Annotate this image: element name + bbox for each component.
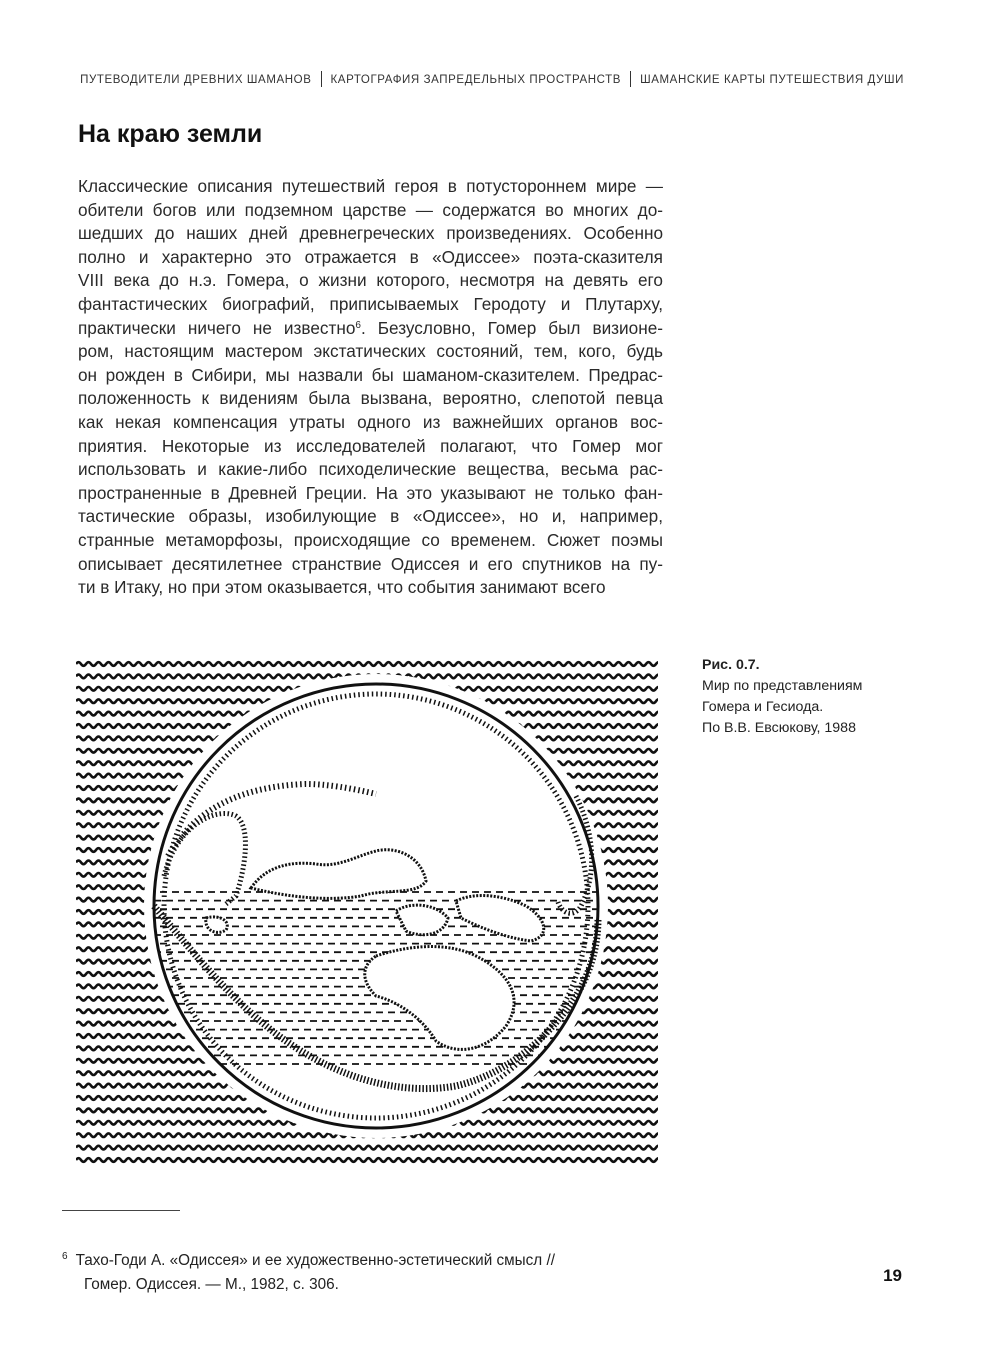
body-line: он рожден в Сибири, мы назвали бы шаманом-сказителем. Предрас- xyxy=(78,364,663,385)
header-divider xyxy=(630,71,631,87)
body-line: полно и характерно это отражается в «Одиссее» поэта-сказителя xyxy=(78,246,663,267)
body-line: пространенные в Древней Греции. На это указывают не только фан- xyxy=(78,482,663,503)
body-line: странные метаморфозы, происходящие со временем. Сюжет поэмы xyxy=(78,529,663,550)
body-line: VIII века до н.э. Гомера, о жизни которого, несмотря на девять его xyxy=(78,270,663,291)
body-line: Классические описания путешествий героя в потустороннем мире — xyxy=(78,176,663,196)
wave-line xyxy=(76,1158,658,1162)
header-section-1: ПУТЕВОДИТЕЛИ ДРЕВНИХ ШАМАНОВ xyxy=(80,74,312,86)
wave-line xyxy=(76,675,658,679)
footnote-line: Гомер. Одиссея. — М., 1982, с. 306. xyxy=(84,1276,339,1293)
page-number: 19 xyxy=(883,1266,902,1285)
footnote-mark: 6 xyxy=(62,1251,68,1262)
header-section-2: КАРТОГРАФИЯ ЗАПРЕДЕЛЬНЫХ ПРОСТРАНСТВ xyxy=(330,74,622,86)
header-section-3: ШАМАНСКИЕ КАРТЫ ПУТЕШЕСТВИЯ ДУШИ xyxy=(640,74,904,86)
body-line: ром, настоящим мастером экстатических состояний, тем, кого, будь xyxy=(78,341,663,362)
body-line-part: . Безусловно, Гомер был визионе- xyxy=(360,317,663,338)
body-line: фантастических биографий, приписываемых Геродоту и Плутарху, xyxy=(78,293,663,314)
body-line: положенность к видениям была вызвана, вероятно, слепотой певца xyxy=(78,388,663,409)
caption-line: По В.В. Евсюкову, 1988 xyxy=(702,720,856,736)
wave-line xyxy=(76,1133,658,1137)
running-header xyxy=(80,71,904,87)
footnote xyxy=(62,1245,622,1297)
body-line-part: практически ничего не известно xyxy=(78,317,356,338)
body-line: приятия. Некоторые из исследователей полагают, что Гомер мог xyxy=(78,435,663,456)
body-line: ти в Итаку, но при этом оказывается, что события занимают всего xyxy=(78,577,606,598)
figure-label: Рис. 0.7. xyxy=(702,657,760,673)
footnote-text: Тахо-Годи А. «Одиссея» и ее художественно-эстетический смысл // xyxy=(75,1252,555,1269)
wave-line xyxy=(76,1146,658,1150)
footnote-reference[interactable]: 6 xyxy=(355,319,361,331)
body-line: обители богов или подземном царстве — содержатся во многих до- xyxy=(78,199,663,220)
wave-line xyxy=(76,662,658,666)
figure-caption xyxy=(702,655,902,739)
body-line: как некая компенсация утраты одного из важнейших органов вос- xyxy=(78,411,663,432)
body-line: описывает десятилетнее странствие Одиссея и его спутников на пу- xyxy=(78,553,663,574)
body-paragraph xyxy=(78,175,663,600)
body-line: использовать и какие-либо психоделические вещества, весьма рас- xyxy=(78,459,663,480)
section-title: На краю земли xyxy=(78,120,263,148)
homeric-world-illustration xyxy=(76,656,658,1168)
world-map-figure xyxy=(76,656,658,1168)
footnote-line xyxy=(62,1245,622,1273)
caption-line: Мир по представлениям xyxy=(702,678,863,694)
caption-line: Гомера и Гесиода. xyxy=(702,699,824,715)
header-divider xyxy=(321,71,322,87)
body-line: тастические образы, изобилующие в «Одиссее», но и, например, xyxy=(78,506,663,527)
footnote-divider xyxy=(62,1210,180,1211)
body-line: шедших до наших дней древнегреческих произведениях. Особенно xyxy=(78,223,663,244)
world-disc xyxy=(154,684,598,1128)
body-line-with-footnote xyxy=(78,317,663,341)
